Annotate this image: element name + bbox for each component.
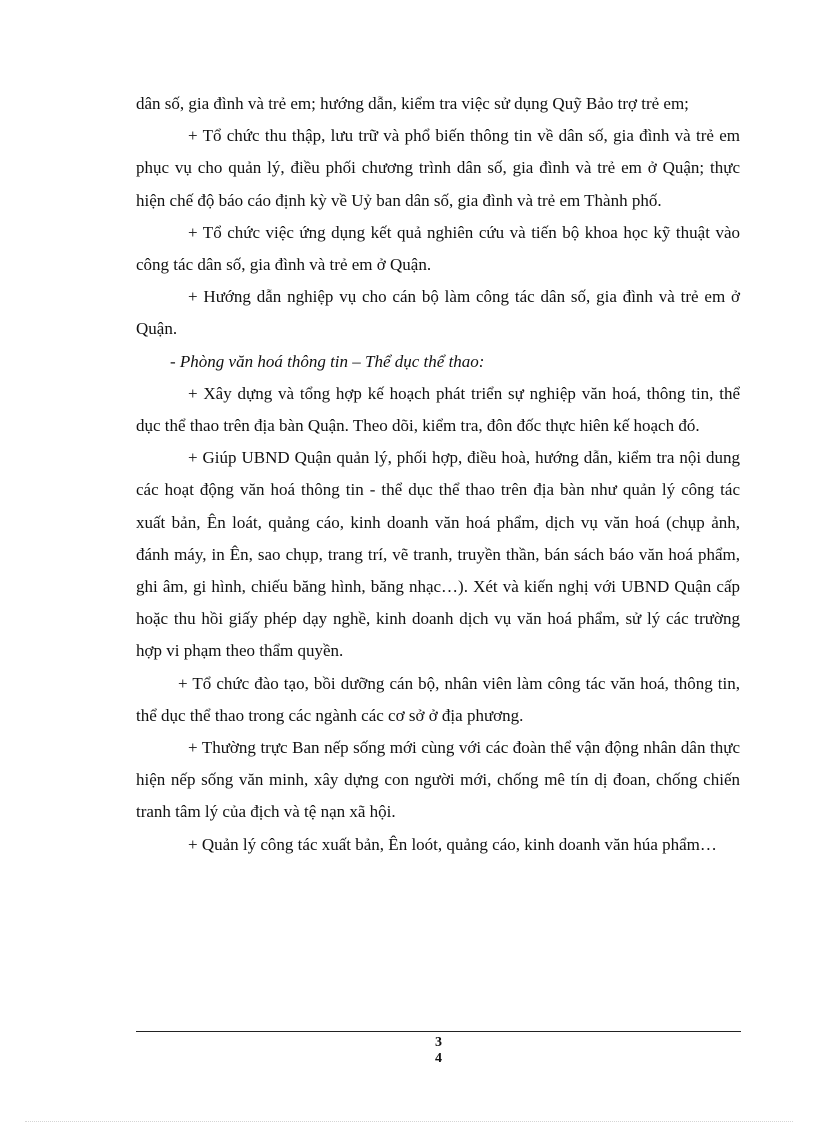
paragraph: + Xây dựng và tổng hợp kế hoạch phát triển sự nghiệp văn hoá, thông tin, thể dục thể thao trên địa bàn Quận. Theo dõi, kiểm tra, đôn đốc thực hiên kế hoạch đó. [136, 383, 740, 436]
body-text [136, 88, 740, 861]
page-number: 3 [435, 1035, 442, 1050]
paragraph: + Tổ chức thu thập, lưu trữ và phổ biến thông tin về dân số, gia đình và trẻ em phục vụ cho quản lý, điều phối chương trình dân số, gia đình và trẻ em ở Quận; thực hiện chế độ báo cáo định kỳ về Uỷ ban dân số, gia đình và trẻ em Thành phố. [136, 126, 740, 210]
paragraph: + Hướng dẫn nghiệp vụ cho cán bộ làm công tác dân số, gia đình và trẻ em ở Quận. [136, 287, 740, 339]
paragraph: + Giúp UBND Quận quản lý, phối hợp, điều hoà, hướng dẫn, kiểm tra nội dung các hoạt động văn hoá thông tin - thể dục thể thao trên địa bàn như quản lý công tác xuất bản, Ên loát, quảng cáo, kinh doanh văn hoá phẩm, dịch vụ văn hoá (chụp ảnh, đánh máy, in Ên, sao chụp, trang trí, vẽ tranh, truyền thần, bán sách báo văn hoá phẩm, ghi âm, gi hình, chiếu băng hình, băng nhạc…). Xét và kiến nghị với UBND Quận cấp hoặc thu hồi giấy phép dạy nghề, kinh doanh dịch vụ văn hoá phẩm, sử lý các trường hợp vi phạm theo thẩm quyền. [136, 448, 740, 661]
paragraph: dân số, gia đình và trẻ em; hướng dẫn, kiểm tra việc sử dụng Quỹ Bảo trợ trẻ em; [136, 94, 689, 113]
paragraph: + Quản lý công tác xuất bản, Ên loót, quảng cáo, kinh doanh văn húa phẩm… [188, 834, 717, 854]
page-edge-divider [25, 1121, 793, 1122]
paragraph: + Thường trực Ban nếp sống mới cùng với các đoàn thể vận động nhân dân thực hiện nếp sống văn minh, xây dựng con người mới, chống mê tín dị đoan, chống chiến tranh tâm lý của địch và tệ nạn xã hội. [136, 738, 740, 822]
paragraph: + Tổ chức đào tạo, bồi dưỡng cán bộ, nhân viên làm công tác văn hoá, thông tin, thể dục thể thao trong các ngành các cơ sở ở địa phương. [136, 673, 740, 725]
page-number: 4 [435, 1051, 442, 1066]
section-heading: - Phòng văn hoá thông tin – Thể dục thể thao: [170, 351, 485, 371]
paragraph: + Tổ chức việc ứng dụng kết quả nghiên cứu và tiến bộ khoa học kỹ thuật vào công tác dân số, gia đình và trẻ em ở Quận. [136, 222, 740, 275]
footer-divider [136, 1031, 741, 1032]
